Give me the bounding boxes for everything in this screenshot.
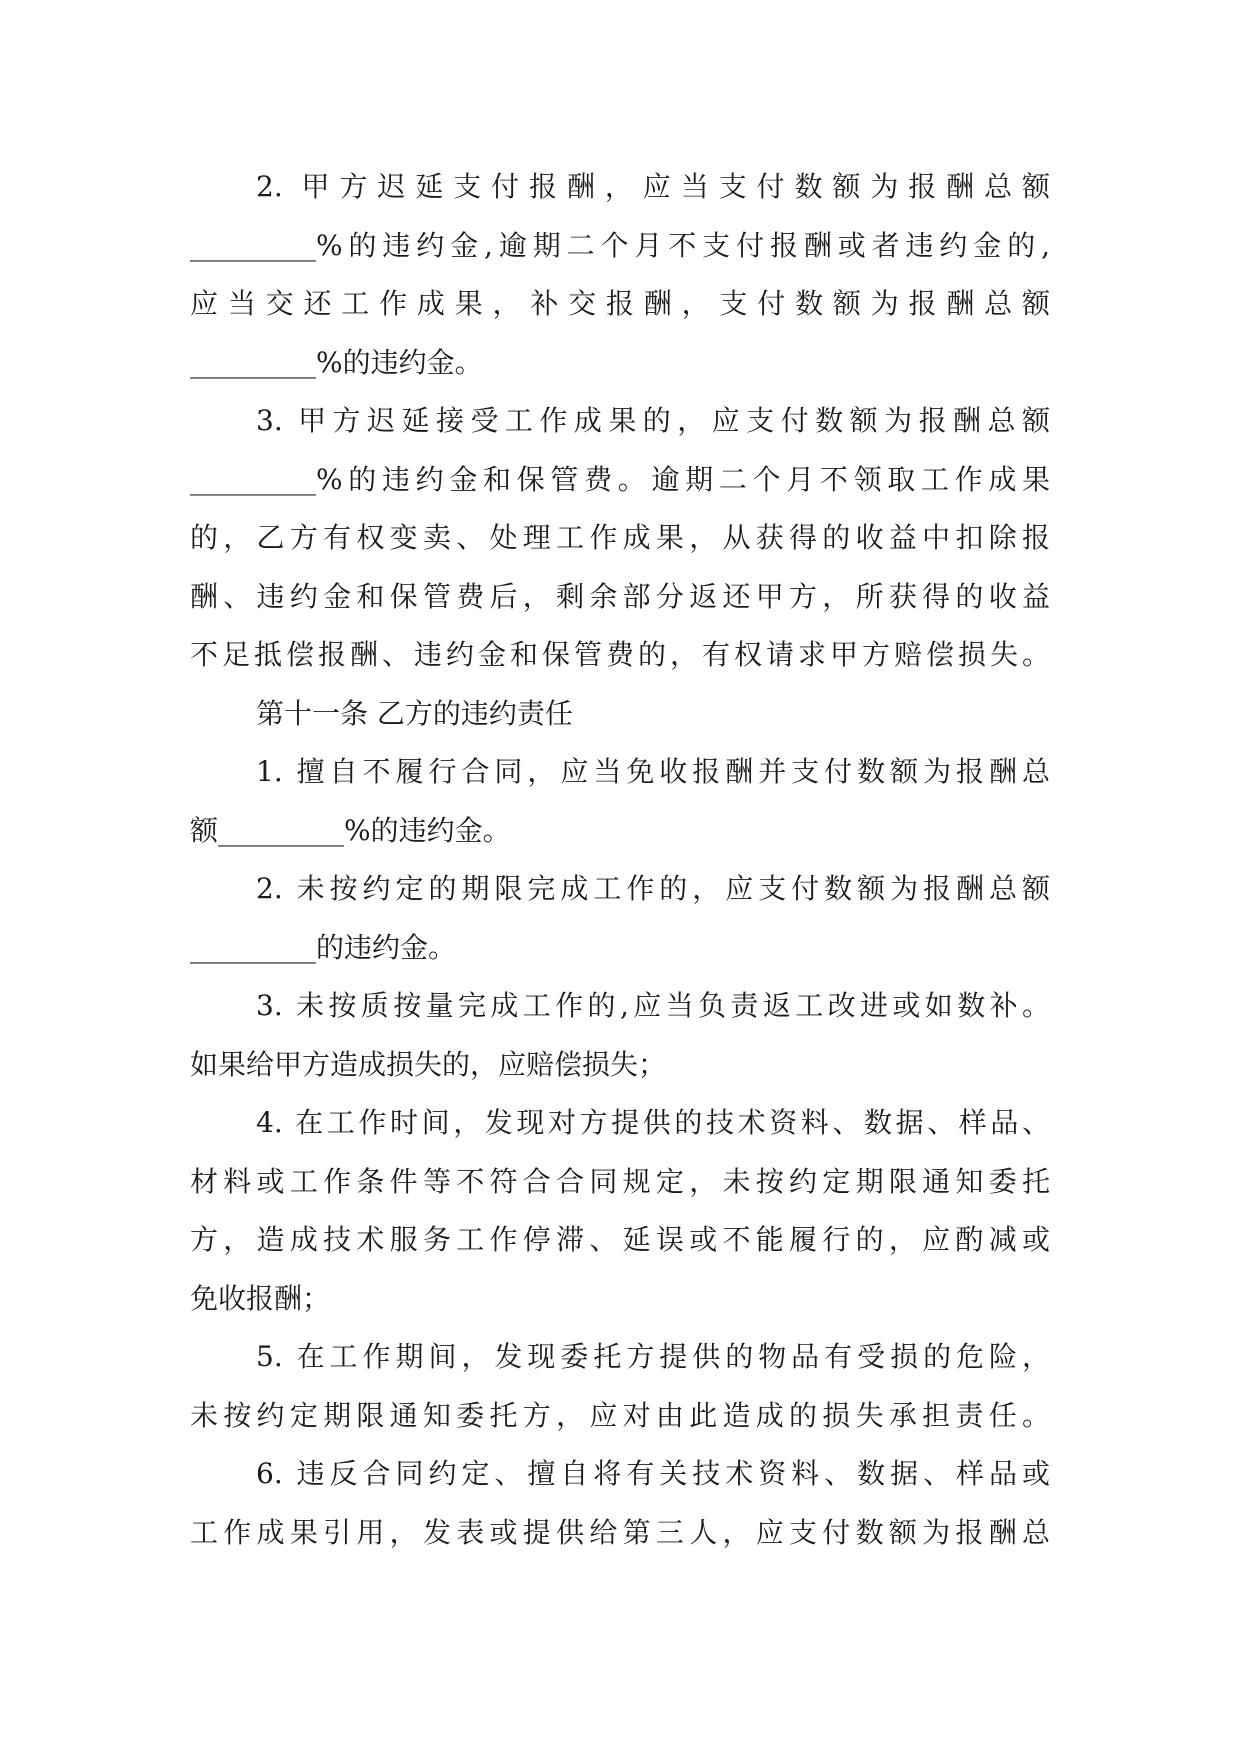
text-line: _________%的违约金。 — [190, 345, 483, 379]
text-line: 3. 甲方迟延接受工作成果的，应支付数额为报酬总额 — [256, 404, 1050, 437]
text-line: _________%的违约金和保管费。逾期二个月不领取工作成果 — [190, 462, 1050, 496]
text-line: 2. 未按约定的期限完成工作的，应支付数额为报酬总额 — [256, 872, 1050, 905]
text-line: 酬、违约金和保管费后，剩余部分返还甲方，所获得的收益 — [190, 579, 1050, 613]
text-line: 额_________%的违约金。 — [190, 813, 511, 847]
text-line: 6. 违反合同约定、擅自将有关技术资料、数据、样品或 — [256, 1457, 1050, 1490]
text-line: _________%的违约金,逾期二个月不支付报酬或者违约金的, — [190, 228, 1050, 262]
section-heading: 第十一条 乙方的违约责任 — [256, 696, 573, 730]
text-line: 1. 擅自不履行合同，应当免收报酬并支付数额为报酬总 — [256, 755, 1050, 788]
text-line: 工作成果引用，发表或提供给第三人，应支付数额为报酬总 — [190, 1515, 1050, 1549]
text-line: 应当交还工作成果，补交报酬，支付数额为报酬总额 — [190, 287, 1050, 320]
text-line: 不足抵偿报酬、违约金和保管费的，有权请求甲方赔偿损失。 — [190, 638, 1050, 671]
text-line: 4. 在工作时间，发现对方提供的技术资料、数据、样品、 — [256, 1106, 1050, 1139]
document-body — [190, 158, 1050, 1562]
text-line: 2. 甲方迟延支付报酬，应当支付数额为报酬总额 — [256, 170, 1050, 203]
text-line: 方，造成技术服务工作停滞、延误或不能履行的，应酌减或 — [190, 1223, 1050, 1256]
text-line: _________的违约金。 — [190, 930, 457, 964]
text-line: 材料或工作条件等不符合合同规定，未按约定期限通知委托 — [190, 1164, 1050, 1198]
text-line: 未按约定期限通知委托方，应对由此造成的损失承担责任。 — [190, 1398, 1050, 1432]
text-line: 免收报酬； — [190, 1281, 331, 1315]
text-line: 如果给甲方造成损失的，应赔偿损失； — [190, 1047, 667, 1081]
text-line: 5. 在工作期间，发现委托方提供的物品有受损的危险， — [256, 1340, 1050, 1373]
text-line: 3. 未按质按量完成工作的,应当负责返工改进或如数补。 — [256, 989, 1050, 1022]
text-line: 的，乙方有权变卖、处理工作成果，从获得的收益中扣除报 — [190, 521, 1050, 554]
